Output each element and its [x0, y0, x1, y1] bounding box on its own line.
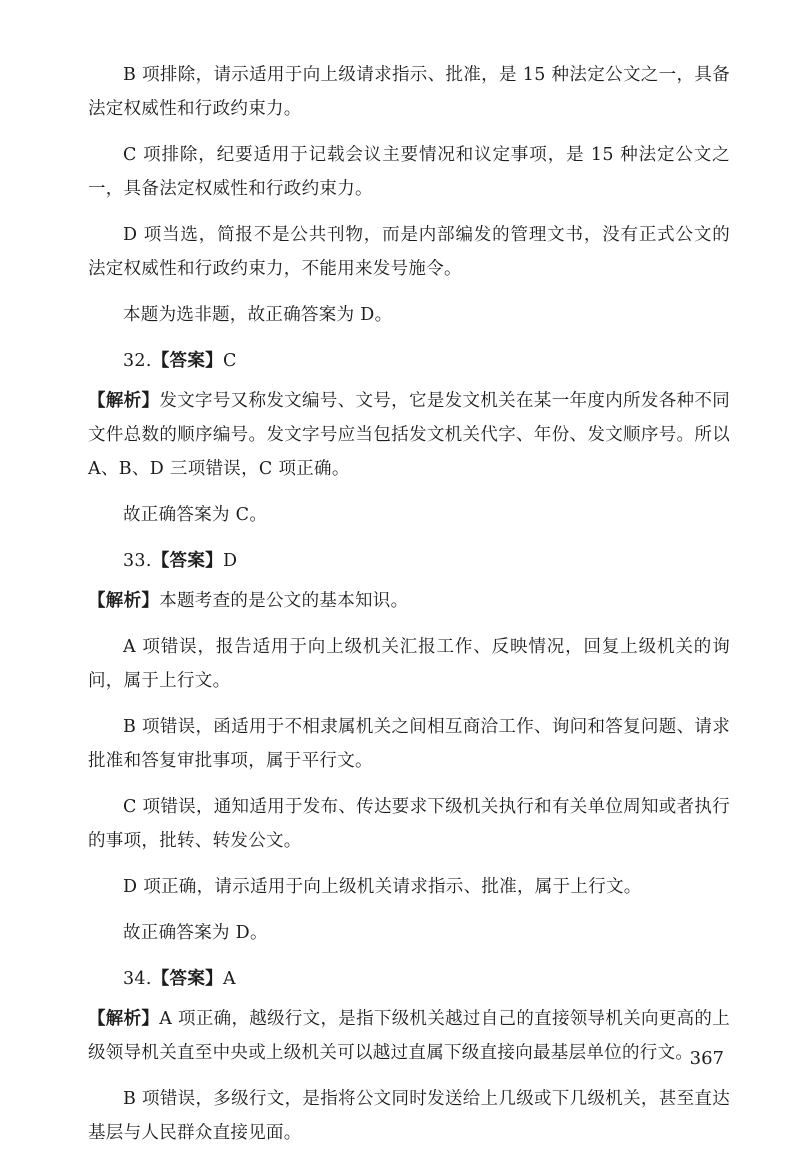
paragraph-text: C [222, 351, 237, 371]
paragraph [88, 298, 730, 332]
paragraph-text: A 项错误，报告适用于向上级机关汇报工作、反映情况，回复上级机关的询问，属于上行文。 [88, 637, 730, 691]
paragraph [88, 498, 730, 532]
answer-line [88, 344, 730, 378]
paragraph-text: B 项错误，函适用于不相隶属机关之间相互商洽工作、询问和答复问题、请求批准和答复审批事项，属于平行文。 [88, 717, 730, 771]
analysis-paragraph [88, 384, 730, 486]
paragraph-text: D 项当选，简报不是公共刊物，而是内部编发的管理文书，没有正式公文的法定权威性和行政约束力，不能用来发号施令。 [88, 225, 730, 279]
bracket-label: 【答案】 [151, 551, 223, 571]
paragraph [88, 58, 730, 126]
paragraph-text: C 项排除，纪要适用于记载会议主要情况和议定事项，是 15 种法定公文之一，具备法定权威性和行政约束力。 [88, 145, 730, 199]
paragraph-text: B 项排除，请示适用于向上级请求指示、批准，是 15 种法定公文之一，具备法定权威性和行政约束力。 [88, 65, 730, 119]
bracket-label: 【解析】 [88, 1009, 160, 1029]
paragraph-text: B 项错误，多级行文，是指将公文同时发送给上几级或下几级机关，甚至直达基层与人民群众直接见面。 [88, 1089, 730, 1143]
paragraph-text: A 项正确，越级行文，是指下级机关越过自己的直接领导机关向更高的上级领导机关直至中央或上级机关可以越过直属下级直接向最基层单位的行文。 [88, 1009, 730, 1063]
paragraph [88, 138, 730, 206]
answer-line [88, 962, 730, 996]
analysis-paragraph [88, 1002, 730, 1070]
paragraph-text: C 项错误，通知适用于发布、传达要求下级机关执行和有关单位周知或者执行的事项，批转、转发公文。 [88, 797, 730, 851]
answer-line [88, 544, 730, 578]
paragraph-text: A [222, 969, 236, 989]
paragraph-text: 本题为选非题，故正确答案为 D。 [123, 305, 393, 325]
paragraph-text: 故正确答案为 D。 [123, 923, 268, 943]
question-number: 33. [123, 551, 152, 571]
analysis-paragraph [88, 584, 730, 618]
paragraph-text: D 项正确，请示适用于向上级机关请求指示、批准，属于上行文。 [123, 877, 642, 897]
bracket-label: 【答案】 [151, 969, 223, 989]
page-number: 367 [689, 1048, 724, 1069]
paragraph-text: 发文字号又称发文编号、文号，它是发文机关在某一年度内所发各种不同文件总数的顺序编号。发文字号应当包括发文机关代字、年份、发文顺序号。所以 A、B、D 三项错误，C 项正确。 [88, 391, 730, 479]
paragraph-text: 故正确答案为 C。 [123, 505, 268, 525]
paragraph [88, 630, 730, 698]
paragraph-text: 本题考查的是公文的基本知识。 [159, 591, 409, 611]
bracket-label: 【解析】 [88, 591, 160, 611]
page-content [88, 58, 730, 1150]
paragraph [88, 870, 730, 904]
paragraph [88, 218, 730, 286]
paragraph [88, 916, 730, 950]
question-number: 34. [123, 969, 152, 989]
bracket-label: 【答案】 [151, 351, 223, 371]
paragraph-text: D [222, 551, 238, 571]
paragraph [88, 790, 730, 858]
question-number: 32. [123, 351, 152, 371]
paragraph [88, 1082, 730, 1150]
bracket-label: 【解析】 [88, 391, 160, 411]
paragraph [88, 710, 730, 778]
